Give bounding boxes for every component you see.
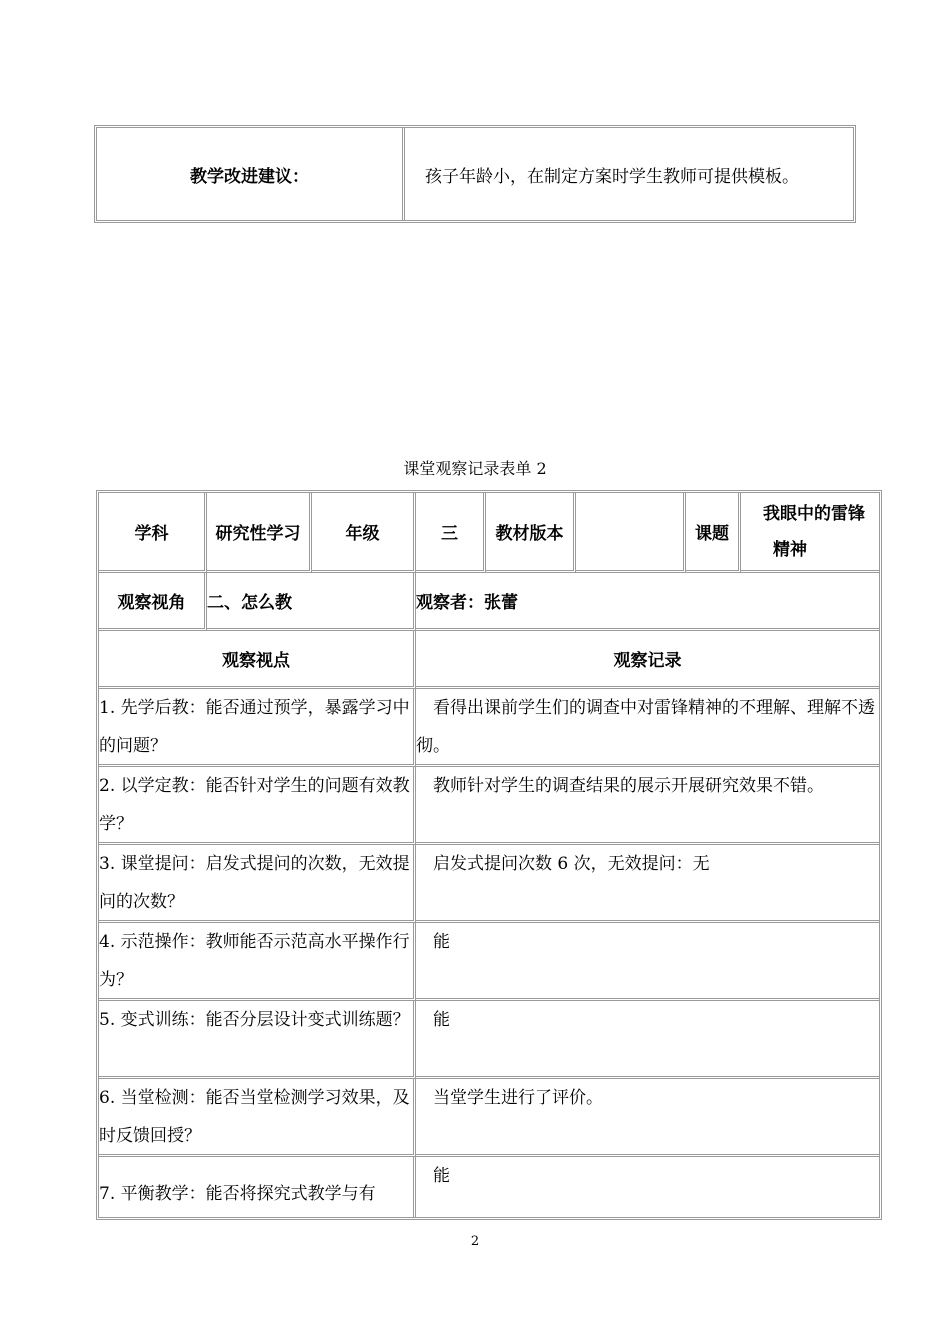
- point-cell-3: 3. 课堂提问：启发式提问的次数，无效提问的次数？: [99, 845, 416, 923]
- grade-value: 三: [416, 493, 486, 573]
- grade-label: 年级: [312, 493, 416, 573]
- observer: 观察者：张蕾: [416, 573, 879, 631]
- subject-value: 研究性学习: [207, 493, 312, 573]
- column-header-record: 观察记录: [416, 631, 879, 689]
- topic-value-line2: 精神: [773, 540, 807, 560]
- teaching-improvement-table: [94, 125, 856, 223]
- subject-label: 学科: [99, 493, 207, 573]
- point-cell-4: 4. 示范操作：教师能否示范高水平操作行为？: [99, 923, 416, 1001]
- topic-label: 课题: [686, 493, 741, 573]
- point-cell-6: 6. 当堂检测：能否当堂检测学习效果，及时反馈回授？: [99, 1079, 416, 1157]
- record-cell-2: 教师针对学生的调查结果的展示开展研究效果不错。: [416, 767, 879, 845]
- point-cell-7: 7. 平衡教学：能否将探究式教学与有: [99, 1157, 416, 1217]
- topic-value-line1: 我眼中的雷锋: [763, 504, 865, 524]
- table-caption: 课堂观察记录表单 2: [403, 459, 547, 478]
- view-value: 二、怎么教: [207, 573, 416, 631]
- improvement-label: 教学改进建议：: [97, 128, 405, 220]
- record-cell-3: 启发式提问次数 6 次，无效提问：无: [416, 845, 879, 923]
- record-cell-5: 能: [416, 1001, 879, 1079]
- edition-label: 教材版本: [486, 493, 576, 573]
- topic-value: [741, 493, 879, 573]
- record-cell-1: 看得出课前学生们的调查中对雷锋精神的不理解、理解不透彻。: [416, 689, 879, 767]
- improvement-value: 孩子年龄小，在制定方案时学生教师可提供模板。: [425, 166, 799, 187]
- point-cell-2: 2. 以学定教：能否针对学生的问题有效教学？: [99, 767, 416, 845]
- observation-table: [96, 490, 882, 1220]
- record-cell-4: 能: [416, 923, 879, 1001]
- record-cell-6: 当堂学生进行了评价。: [416, 1079, 879, 1157]
- point-cell-1: 1. 先学后教：能否通过预学，暴露学习中的问题？: [99, 689, 416, 767]
- view-label: 观察视角: [99, 573, 207, 631]
- edition-value: [576, 493, 686, 573]
- record-cell-7: 能: [433, 1166, 450, 1186]
- column-header-point: 观察视点: [99, 631, 416, 689]
- point-cell-5: 5. 变式训练：能否分层设计变式训练题？: [99, 1001, 416, 1079]
- page-number: 2: [470, 1234, 480, 1249]
